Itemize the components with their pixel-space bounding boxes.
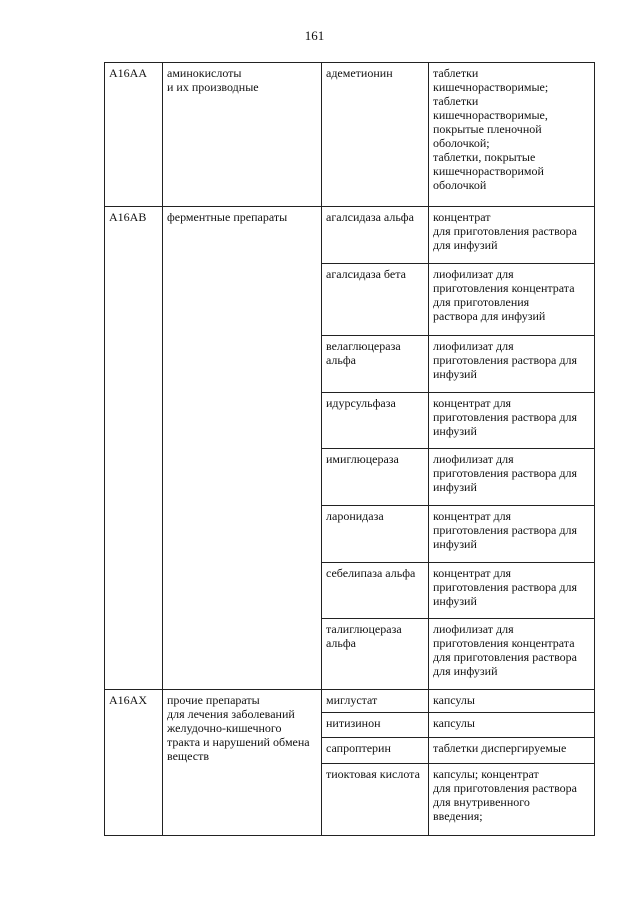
page-number: 161 bbox=[304, 28, 325, 43]
dosage-form-cell: концентрат для приготовления раствора для инфузий bbox=[429, 506, 595, 563]
drug-name-cell: нитизинон bbox=[322, 713, 429, 738]
drug-name-cell: адеметионин bbox=[322, 63, 429, 207]
dosage-form-cell: лиофилизат для приготовления раствора для инфузий bbox=[429, 449, 595, 506]
drug-name-cell: агалсидаза альфа bbox=[322, 207, 429, 264]
drug-name-cell: имиглюцераза bbox=[322, 449, 429, 506]
drug-name-cell: велаглюцераза альфа bbox=[322, 336, 429, 393]
dosage-form-cell: капсулы; концентрат для приготовления раствора для внутривенного введения; bbox=[429, 764, 595, 836]
atc-code-cell: A16AA bbox=[105, 63, 163, 207]
dosage-form-cell: лиофилизат для приготовления раствора для инфузий bbox=[429, 336, 595, 393]
dosage-form-cell: капсулы bbox=[429, 713, 595, 738]
drug-name-cell: идурсульфаза bbox=[322, 393, 429, 449]
drug-name-cell: агалсидаза бета bbox=[322, 264, 429, 336]
drug-name-cell: талиглюцераза альфа bbox=[322, 619, 429, 690]
dosage-form-cell: таблетки кишечнорастворимые; таблетки кишечнорастворимые, покрытые пленочной оболочкой; таблетки, покрытые кишечнорастворимой оболочкой bbox=[429, 63, 595, 207]
dosage-form-cell: концентрат для приготовления раствора для инфузий bbox=[429, 563, 595, 619]
atc-code-cell: A16AX bbox=[105, 690, 163, 836]
drug-name-cell: себелипаза альфа bbox=[322, 563, 429, 619]
group-name-cell: прочие препараты для лечения заболеваний желудочно-кишечного тракта и нарушений обмена веществ bbox=[163, 690, 322, 836]
drug-name-cell: сапроптерин bbox=[322, 738, 429, 764]
table-row bbox=[105, 63, 595, 207]
table-row bbox=[105, 690, 595, 713]
dosage-form-cell: капсулы bbox=[429, 690, 595, 713]
atc-code-cell: A16AB bbox=[105, 207, 163, 690]
dosage-form-cell: концентрат для приготовления раствора для инфузий bbox=[429, 393, 595, 449]
drug-table bbox=[104, 62, 595, 836]
dosage-form-cell: концентрат для приготовления раствора для инфузий bbox=[429, 207, 595, 264]
drug-name-cell: ларонидаза bbox=[322, 506, 429, 563]
dosage-form-cell: лиофилизат для приготовления концентрата для приготовления раствора для инфузий bbox=[429, 619, 595, 690]
group-name-cell: аминокислоты и их производные bbox=[163, 63, 322, 207]
drug-name-cell: миглустат bbox=[322, 690, 429, 713]
table-row bbox=[105, 207, 595, 264]
dosage-form-cell: таблетки диспергируемые bbox=[429, 738, 595, 764]
drug-name-cell: тиоктовая кислота bbox=[322, 764, 429, 836]
dosage-form-cell: лиофилизат для приготовления концентрата для приготовления раствора для инфузий bbox=[429, 264, 595, 336]
group-name-cell: ферментные препараты bbox=[163, 207, 322, 690]
